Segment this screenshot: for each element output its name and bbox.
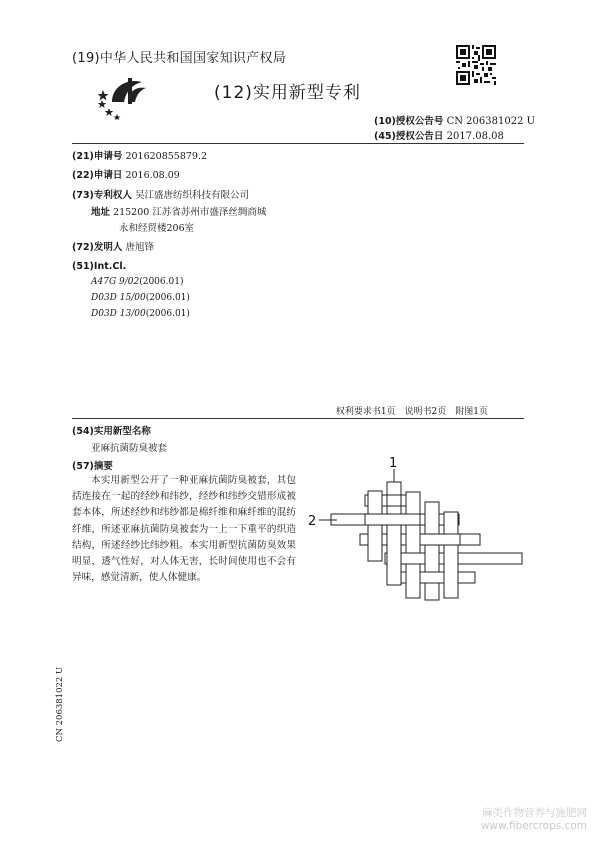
publication-date-row — [374, 128, 504, 142]
watermark-title: 麻类作物营养与施肥网 — [482, 807, 587, 819]
ipc-version: (2006.01) — [145, 309, 190, 319]
header-divider — [72, 143, 524, 144]
filing-date-row — [72, 167, 180, 181]
weft-yarn — [365, 514, 420, 525]
patentee-row — [72, 187, 249, 201]
application-number-label: (21)申请号 — [72, 151, 123, 162]
publication-number-label: (10)授权公告号 — [374, 116, 444, 127]
ipc-entry — [91, 293, 190, 303]
filing-date: 2016.08.09 — [125, 170, 180, 181]
weft-yarn — [401, 553, 425, 564]
address-row — [91, 204, 266, 218]
ipc-version: (2006.01) — [139, 277, 184, 287]
application-number-row — [72, 148, 207, 162]
qr-code — [456, 45, 496, 85]
inventor-label: (72)发明人 — [72, 242, 123, 253]
warp-yarn — [425, 502, 439, 600]
inventor: 唐旭锋 — [125, 242, 154, 253]
weft-yarn — [420, 572, 444, 583]
filing-date-label: (22)申请日 — [72, 170, 123, 181]
side-publication-number: CN 206381022 U — [55, 666, 65, 742]
ipc-entry — [91, 309, 190, 319]
weft-yarn — [439, 553, 444, 564]
office-name: (19)中华人民共和国国家知识产权局 — [72, 51, 287, 66]
inventor-row — [72, 239, 154, 253]
pages-info: 权利要求书1页 说明书2页 附图1页 — [335, 407, 488, 417]
publication-date-label: (45)授权公告日 — [374, 131, 444, 142]
patentee: 吴江盛唐纺织科技有限公司 — [134, 190, 249, 201]
address-label: 地址 — [91, 207, 111, 218]
watermark-url: www.fibercrops.com — [480, 820, 587, 832]
publication-date: 2017.08.08 — [446, 131, 504, 142]
address-line-2: 永和经贸楼206室 — [119, 223, 195, 234]
document-type-title: (12)实用新型专利 — [214, 83, 361, 103]
ipc-entry — [91, 277, 183, 287]
ipc-code: D03D 15/00 — [91, 293, 146, 303]
publication-number-row — [374, 113, 535, 127]
figure-label-2: 2 — [308, 514, 317, 529]
weave-structure-figure — [305, 455, 540, 610]
ipc-version: (2006.01) — [145, 293, 190, 303]
warp-yarn — [406, 492, 420, 598]
application-number: 201620855879.2 — [125, 151, 208, 162]
utility-model-name-label: (54)实用新型名称 — [72, 426, 151, 437]
figure-label-1: 1 — [389, 456, 398, 471]
address-line-1: 215200 江苏省苏州市盛泽丝绸商城 — [113, 207, 267, 218]
section-divider — [72, 418, 524, 419]
ipc-code: D03D 13/00 — [91, 309, 146, 319]
utility-model-name: 亚麻抗菌防臭被套 — [91, 443, 168, 454]
publication-number: CN 206381022 U — [446, 116, 536, 127]
warp-yarn — [444, 512, 458, 598]
cnipa-emblem-logo — [98, 72, 156, 120]
abstract-label: (57)摘要 — [72, 461, 113, 472]
patentee-label: (73)专利权人 — [72, 190, 132, 201]
abstract-text: 本实用新型公开了一种亚麻抗菌防臭被套，其包括连接在一起的经纱和纬纱，经纱和纬纱交错形成被套本体，所述经纱和纬纱都是棉纤维和麻纤维的混纺纤维，所述亚麻抗菌防臭被套为一上一下重平的织造结构，所述经纱比纬纱粗。本实用新型抗菌防臭效果明显，透气性好，对人体无害，长时间使用也不会有异味，感觉清新，使人体健康。 — [72, 475, 296, 584]
warp-yarn — [368, 491, 382, 561]
weft-yarn — [387, 495, 401, 506]
ipc-code: A47G 9/02 — [91, 277, 140, 287]
int-cl-label: (51)Int.Cl. — [72, 261, 127, 272]
weft-yarn — [420, 534, 460, 545]
